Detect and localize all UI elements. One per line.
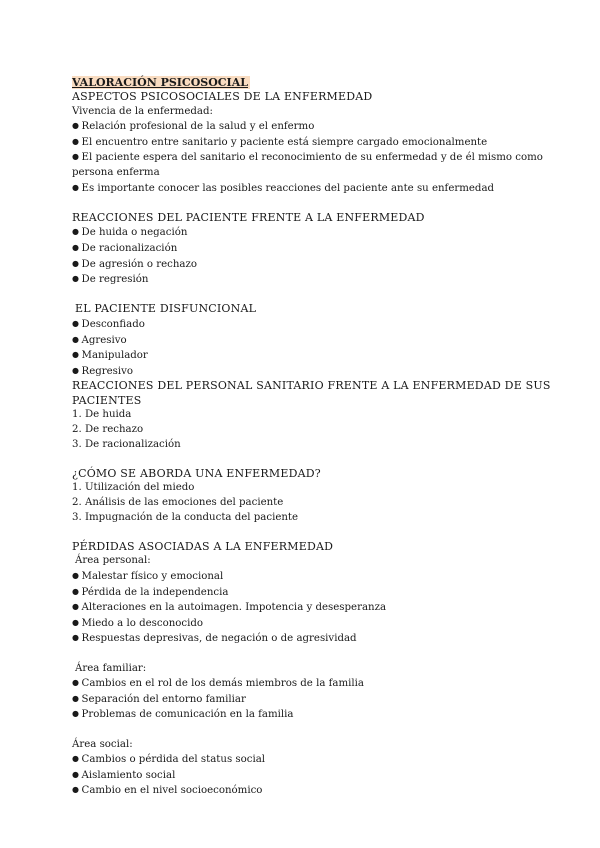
list-item: 2. Análisis de las emociones del paciente: [72, 497, 284, 509]
list-item: ● De regresión: [72, 272, 560, 288]
subheading-area-familiar: Área familiar:: [75, 662, 147, 674]
list-item: ● Cambios en el rol de los demás miembros de la familia: [72, 676, 560, 692]
list-item: 3. De racionalización: [72, 438, 181, 450]
subheading-vivencia: Vivencia de la enfermedad:: [72, 105, 213, 117]
list-item: ● Cambio en el nivel socioeconómico: [72, 783, 560, 799]
list-item: ● Separación del entorno familiar: [72, 692, 560, 708]
list-item: ● Desconfiado: [72, 317, 560, 333]
list-item: 1. De huida: [72, 409, 132, 421]
section-heading-disfuncional: EL PACIENTE DISFUNCIONAL: [75, 302, 257, 316]
list-item: ● Aislamiento social: [72, 768, 560, 784]
list-item: ● Regresivo: [72, 364, 560, 380]
section-heading-perdidas: PÉRDIDAS ASOCIADAS A LA ENFERMEDAD: [72, 539, 334, 553]
list-item: ● Alteraciones en la autoimagen. Impotencia y desesperanza: [72, 600, 560, 616]
list-item: ● Cambios o pérdida del status social: [72, 752, 560, 768]
list-item: ● El encuentro entre sanitario y paciente está siempre cargado emocionalmente: [72, 135, 560, 151]
list-item: ● Respuestas depresivas, de negación o de agresividad: [72, 631, 560, 647]
list-item: ● De agresión o rechazo: [72, 257, 560, 273]
list-item: ● Pérdida de la independencia: [72, 585, 560, 601]
list-item: 2. De rechazo: [72, 424, 144, 436]
list-item: ● De huida o negación: [72, 225, 560, 241]
list-item: 1. Utilización del miedo: [72, 482, 195, 494]
list-item: 3. Impugnación de la conducta del paciente: [72, 511, 299, 523]
list-item: ● Es importante conocer las posibles reacciones del paciente ante su enfermedad: [72, 181, 560, 197]
document-title: VALORACIÓN PSICOSOCIAL: [72, 76, 248, 89]
list-item: ● Manipulador: [72, 348, 560, 364]
list-item: ● Miedo a lo desconocido: [72, 616, 560, 632]
list-item: ● El paciente espera del sanitario el reconocimiento de su enfermedad y de él mismo como persona enferma: [72, 150, 560, 180]
section-heading-aspectos: ASPECTOS PSICOSOCIALES DE LA ENFERMEDAD: [72, 90, 373, 103]
subheading-area-social: Área social:: [72, 738, 133, 750]
list-item: ● Agresivo: [72, 333, 560, 349]
list-item: ● De racionalización: [72, 241, 560, 257]
list-item: ● Problemas de comunicación en la familia: [72, 707, 560, 723]
list-item: ● Malestar físico y emocional: [72, 569, 560, 585]
section-heading-aborda: ¿CÓMO SE ABORDA UNA ENFERMEDAD?: [72, 466, 321, 480]
subheading-area-personal: Área personal:: [75, 555, 151, 567]
section-heading-reacciones-personal: REACCIONES DEL PERSONAL SANITARIO FRENTE A LA ENFERMEDAD DE SUS PACIENTES: [72, 379, 551, 407]
list-item: ● Relación profesional de la salud y el enfermo: [72, 119, 560, 135]
section-heading-reacciones-paciente: REACCIONES DEL PACIENTE FRENTE A LA ENFERMEDAD: [72, 210, 425, 224]
